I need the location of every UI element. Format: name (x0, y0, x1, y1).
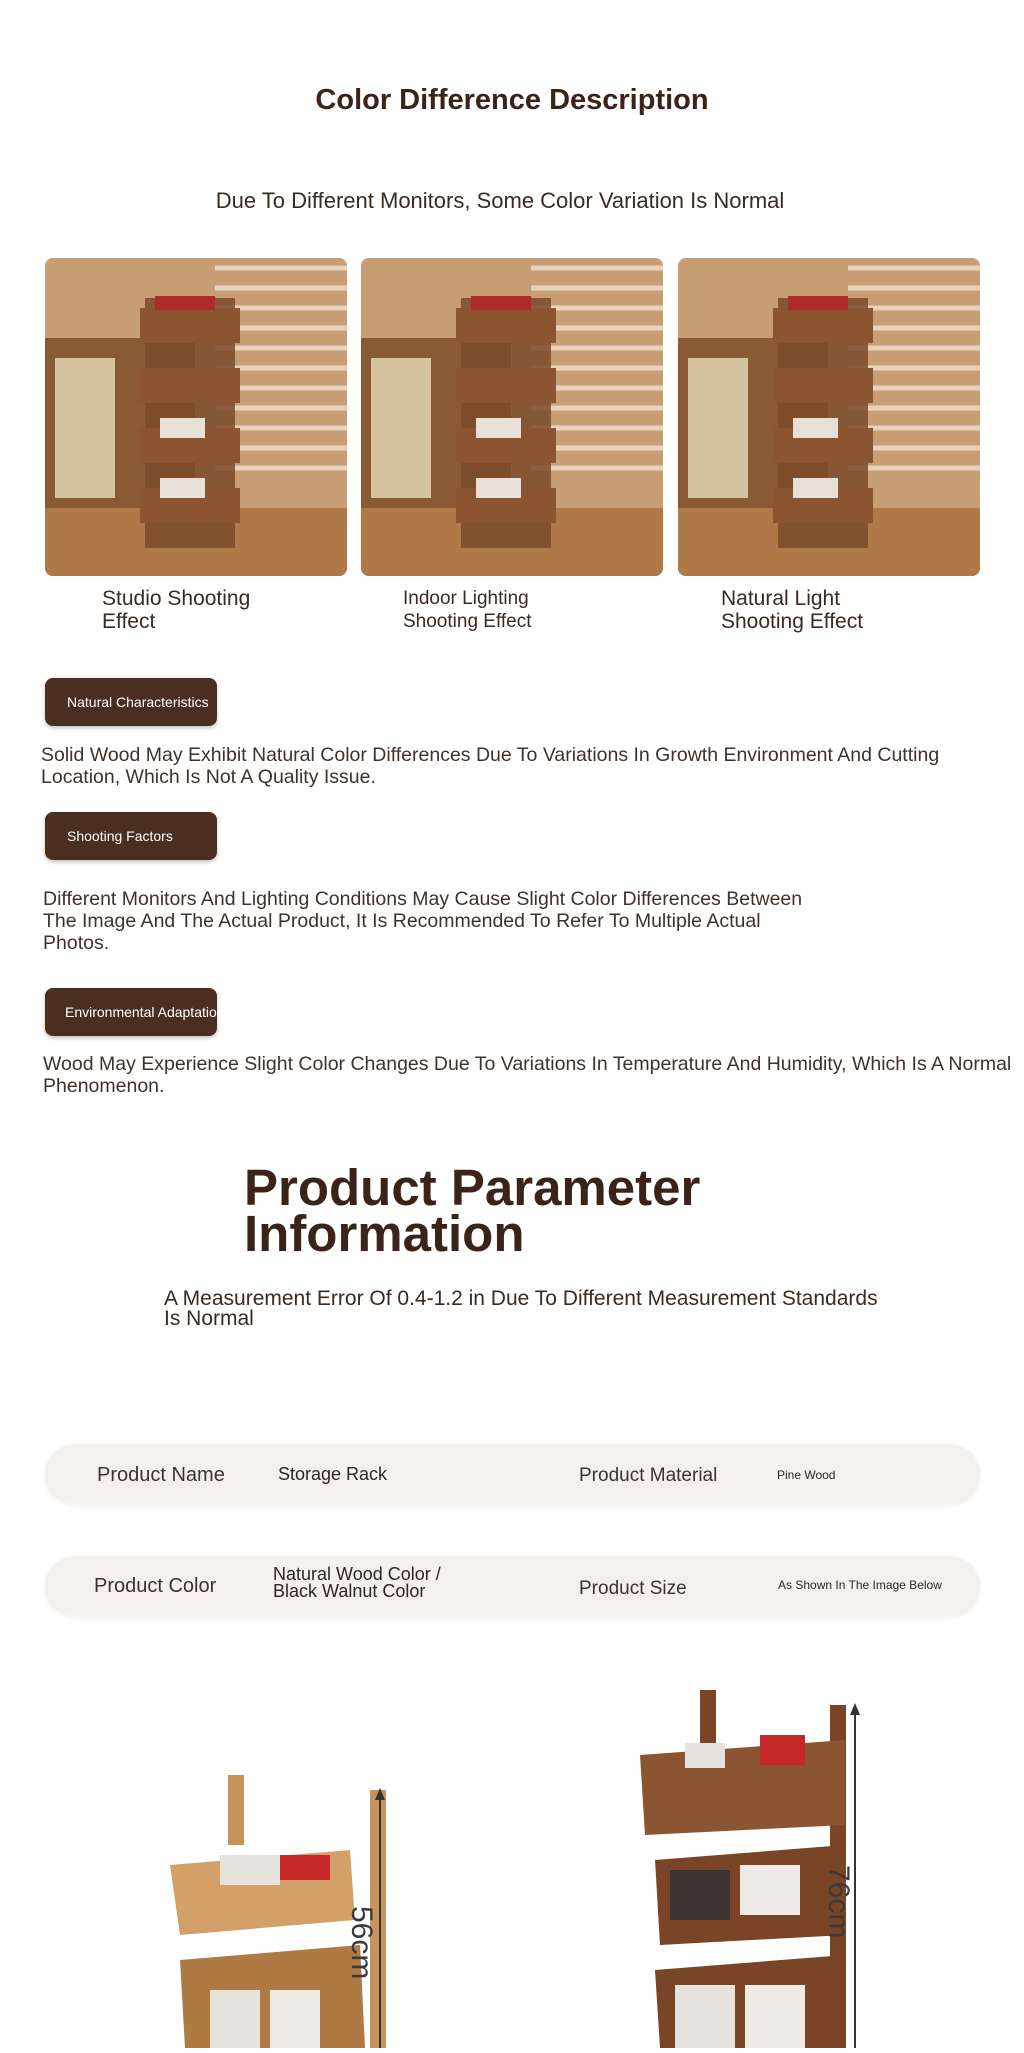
caption-studio-line2: Effect (102, 610, 156, 633)
caption-studio (102, 587, 250, 633)
tall-rack-height-label: 76cm (822, 1865, 855, 1939)
caption-natural-line1: Natural Light (721, 587, 841, 610)
param-section-title (244, 1159, 804, 1262)
environmental-adaptation-text: Wood May Experience Slight Color Changes Due To Variations In Temperature And Humidity, Which Is A Normal Phenomenon. (43, 1053, 1012, 1097)
small-rack-dimension-image (150, 1770, 430, 2048)
product-material-value: Pine Wood (777, 1468, 836, 1482)
shooting-factors-label: Shooting Factors (45, 812, 217, 860)
environmental-adaptation-label: Environmental Adaptation (45, 988, 217, 1036)
tall-rack-dimension-image (630, 1685, 910, 2048)
studio-shooting-photo (45, 258, 347, 576)
caption-indoor-line2: Shooting Effect (403, 611, 532, 632)
param-title-line2: Information (244, 1205, 525, 1262)
natural-light-photo (678, 258, 980, 576)
product-color-value-line1: Natural Wood Color / (273, 1564, 441, 1584)
color-section-title: Color Difference Description (315, 84, 709, 116)
product-name-label: Product Name (97, 1464, 225, 1486)
product-color-label: Product Color (94, 1575, 217, 1597)
product-size-label: Product Size (579, 1578, 687, 1599)
caption-studio-line1: Studio Shooting (102, 587, 251, 610)
product-name-value: Storage Rack (278, 1464, 388, 1484)
natural-characteristics-label: Natural Characteristics (45, 678, 217, 726)
product-material-label: Product Material (579, 1465, 718, 1486)
product-color-value (273, 1566, 441, 1600)
caption-indoor-line1: Indoor Lighting (403, 588, 529, 609)
caption-natural-line2: Shooting Effect (721, 610, 864, 633)
indoor-lighting-photo (361, 258, 663, 576)
measurement-note: A Measurement Error Of 0.4-1.2 in Due To Different Measurement Standards Is Normal (164, 1287, 878, 1330)
caption-indoor (403, 587, 532, 633)
product-size-value: As Shown In The Image Below (778, 1578, 942, 1592)
param-title-line1: Product Parameter (244, 1159, 701, 1216)
caption-natural (721, 587, 863, 633)
small-rack-height-label: 56cm (345, 1906, 378, 1980)
natural-characteristics-text: Solid Wood May Exhibit Natural Color Differences Due To Variations In Growth Environment And Cutting Location, Which Is Not A Quality Issue. (41, 744, 940, 788)
product-color-value-line2: Black Walnut Color (273, 1581, 426, 1601)
color-section-subtitle: Due To Different Monitors, Some Color Variation Is Normal (215, 188, 785, 213)
shooting-factors-text: Different Monitors And Lighting Conditions May Cause Slight Color Differences Between The Image And The Actual Product, It Is Recommended To Refer To Multiple Actual Photos. (43, 888, 803, 954)
